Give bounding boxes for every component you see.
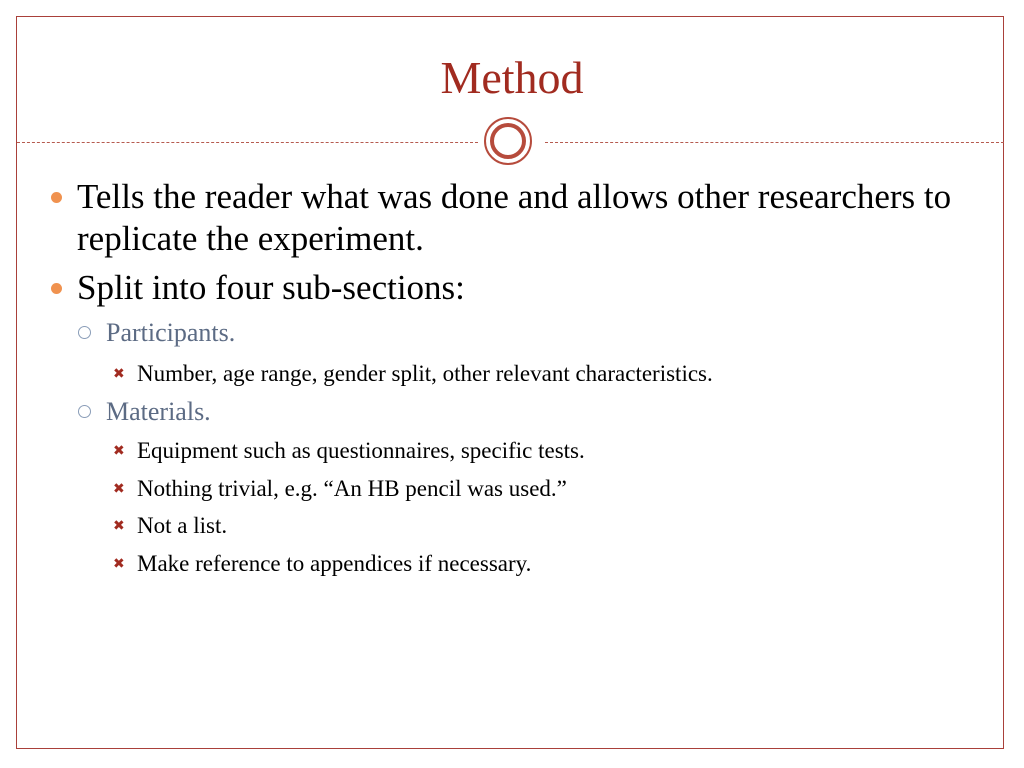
sub-item: [113, 549, 532, 579]
bullet-item-level1: [77, 176, 957, 260]
subsection-label: Materials.: [106, 397, 211, 426]
sub-item-text: Not a list.: [137, 513, 228, 538]
bullet-item-level1: [77, 267, 957, 309]
filled-circle-icon: [51, 283, 62, 294]
slide-title: Method: [440, 52, 584, 103]
subsection-materials: [106, 395, 211, 429]
sub-item-text: Equipment such as questionnaires, specific tests.: [137, 438, 585, 463]
bullet-text: Split into four sub-sections:: [77, 268, 465, 307]
x-mark-icon: ✖: [113, 556, 125, 572]
sub-item-text: Nothing trivial, e.g. “An HB pencil was used.”: [137, 476, 567, 501]
sub-item: [113, 436, 585, 466]
subsection-label: Participants.: [106, 318, 236, 347]
sub-item-text: Number, age range, gender split, other relevant characteristics.: [137, 361, 713, 386]
x-mark-icon: ✖: [113, 366, 125, 382]
subsection-participants: [106, 316, 235, 350]
bullet-text: Tells the reader what was done and allows other researchers to replicate the experiment.: [77, 177, 952, 258]
filled-circle-icon: [51, 192, 62, 203]
sub-item: [113, 474, 567, 504]
x-mark-icon: ✖: [113, 518, 125, 534]
sub-item-text: Make reference to appendices if necessary.: [137, 551, 532, 576]
hollow-circle-icon: [78, 405, 91, 418]
sub-item: [113, 359, 713, 389]
hollow-circle-icon: [78, 326, 91, 339]
x-mark-icon: ✖: [113, 443, 125, 459]
sub-item: [113, 511, 228, 541]
x-mark-icon: ✖: [113, 481, 125, 497]
